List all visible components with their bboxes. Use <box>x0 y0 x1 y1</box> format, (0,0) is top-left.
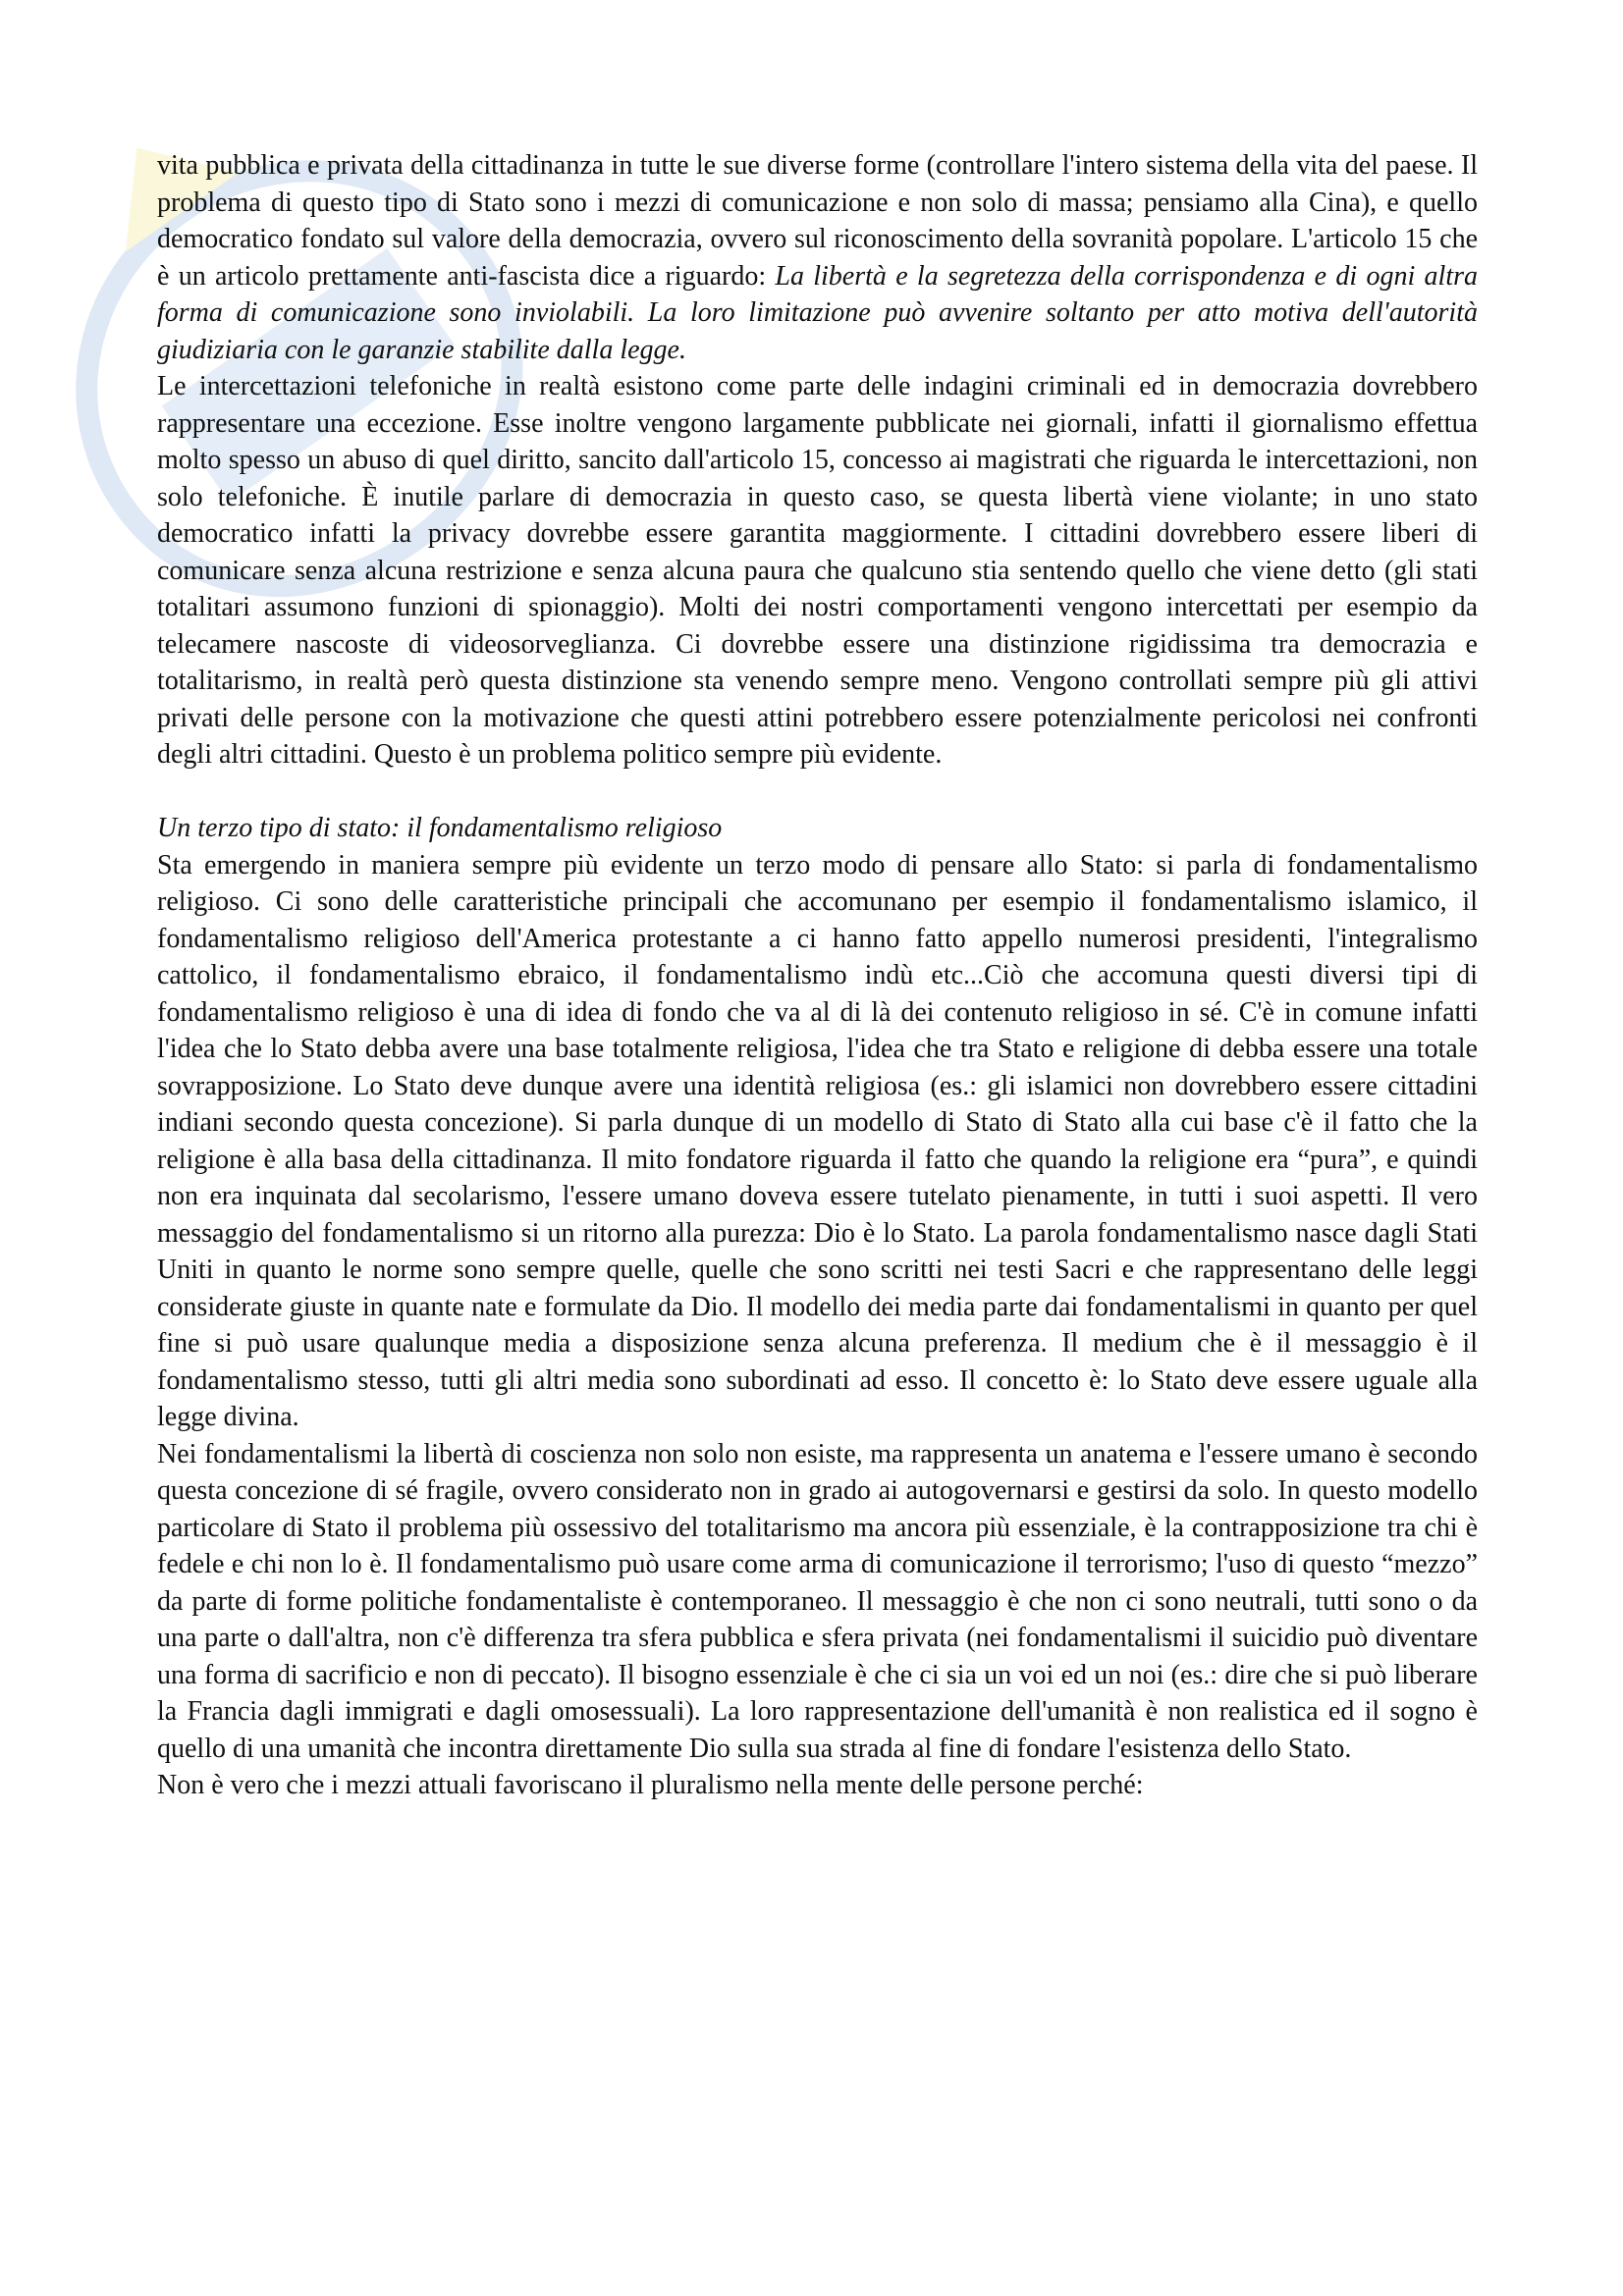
paragraph-2: Le intercettazioni telefoniche in realtà esistono come parte delle indagini criminali ed in democrazia dovrebbero rappresentare una eccezione. Esse inoltre vengono largamente pubblicate nei giornali, infatti il giornalismo effettua molto spesso un abuso di quel diritto, sancito dall'articolo 15, concesso ai magistrati che riguarda le intercettazioni, non solo telefoniche. È inutile parlare di democrazia in questo caso, se questa libertà viene violante; in uno stato democratico infatti la privacy dovrebbe essere garantita maggiormente. I cittadini dovrebbero essere liberi di comunicare senza alcuna restrizione e senza alcuna paura che qualcuno stia sentendo quello che viene detto (gli stati totalitari assumono funzioni di spionaggio). Molti dei nostri comportamenti vengono intercettati per esempio da telecamere nascoste di videosorveglianza. Ci dovrebbe essere una distinzione rigidissima tra democrazia e totalitarismo, in realtà però questa distinzione sta venendo sempre meno. Vengono controllati sempre più gli attivi privati delle persone con la motivazione che questi attini potrebbero essere potenzialmente pericolosi nei confronti degli altri cittadini. Questo è un problema politico sempre più evidente. <box>157 371 1478 770</box>
paragraph-3: Sta emergendo in maniera sempre più evidente un terzo modo di pensare allo Stato: si parla di fondamentalismo religioso. Ci sono delle caratteristiche principali che accomunano per esempio il fondamentalismo islamico, il fondamentalismo religioso dell'America protestante a ci hanno fatto appello numerosi presidenti, l'integralismo cattolico, il fondamentalismo ebraico, il fondamentalismo indù etc...Ciò che accomuna questi diversi tipi di fondamentalismo religioso è una di idea di fondo che va al di là dei contenuto religioso in sé. C'è in comune infatti l'idea che lo Stato debba avere una base totalmente religiosa, l'idea che tra Stato e religione di debba essere una totale sovrapposizione. Lo Stato deve dunque avere una identità religiosa (es.: gli islamici non dovrebbero essere cittadini indiani secondo questa concezione). Si parla dunque di un modello di Stato di Stato alla cui base c'è il fatto che la religione è alla basa della cittadinanza. Il mito fondatore riguarda il fatto che quando la religione era “pura”, e quindi non era inquinata dal secolarismo, l'essere umano doveva essere tutelato pienamente, in tutti i suoi aspetti. Il vero messaggio del fondamentalismo si un ritorno alla purezza: Dio è lo Stato. La parola fondamentalismo nasce dagli Stati Uniti in quanto le norme sono sempre quelle, quelle che sono scritti nei testi Sacri e che rappresentano delle leggi considerate giuste in quante nate e formulate da Dio. Il modello dei media parte dai fondamentalismi in quanto per quel fine si può usare qualunque media a disposizione senza alcuna preferenza. Il medium che è il messaggio è il fondamentalismo stesso, tutti gli altri media sono subordinati ad esso. Il concetto è: lo Stato deve essere uguale alla legge divina. <box>157 849 1478 1432</box>
article-15-quote: La libertà e la segretezza della corrispondenza e di ogni altra forma di comunicazione sono inviolabili. La loro limitazione può avvenire soltanto per atto motiva dell'autorità giudiziaria con le garanzie stabilite dalla legge. <box>157 260 1478 365</box>
paragraph-1 <box>157 147 1478 368</box>
paragraph-4: Nei fondamentalismi la libertà di coscienza non solo non esiste, ma rappresenta un anatema e l'essere umano è secondo questa concezione di sé fragile, ovvero considerato non in grado ai autogovernarsi e gestirsi da solo. In questo modello particolare di Stato il problema più ossessivo del totalitarismo ma ancora più essenziale, è la contrapposizione tra chi è fedele e chi non lo è. Il fondamentalismo può usare come arma di comunicazione il terrorismo; l'uso di questo “mezzo” da parte di forme politiche fondamentaliste è contemporaneo. Il messaggio è che non ci sono neutrali, tutti sono o da una parte o dall'altra, non c'è differenza tra sfera pubblica e sfera privata (nei fondamentalismi il suicidio può diventare una forma di sacrificio e non di peccato). Il bisogno essenziale è che ci sia un voi ed un noi (es.: dire che si può liberare la Francia dagli immigrati e dagli omosessuali). La loro rappresentazione dell'umanità è non realistica ed il sogno è quello di una umanità che incontra direttamente Dio sulla sua strada al fine di fondare l'esistenza dello Stato. <box>157 1438 1478 1764</box>
document-page <box>157 147 1478 1804</box>
section-heading: Un terzo tipo di stato: il fondamentalismo religioso <box>157 813 723 843</box>
paragraph-1-lead: vita pubblica e privata della cittadinanza in tutte le sue diverse forme (controllare l'intero sistema della vita del paese. Il problema di questo tipo di Stato sono i mezzi di comunicazione e non solo di massa; pensiamo alla Cina), e quello democratico fondato sul valore della democrazia, ovvero sul riconoscimento della sovranità popolare. L'articolo 15 che è un articolo prettamente anti-fascista dice a riguardo: <box>157 150 1478 292</box>
paragraph-5: Non è vero che i mezzi attuali favoriscano il pluralismo nella mente delle persone perché: <box>157 1770 1144 1800</box>
